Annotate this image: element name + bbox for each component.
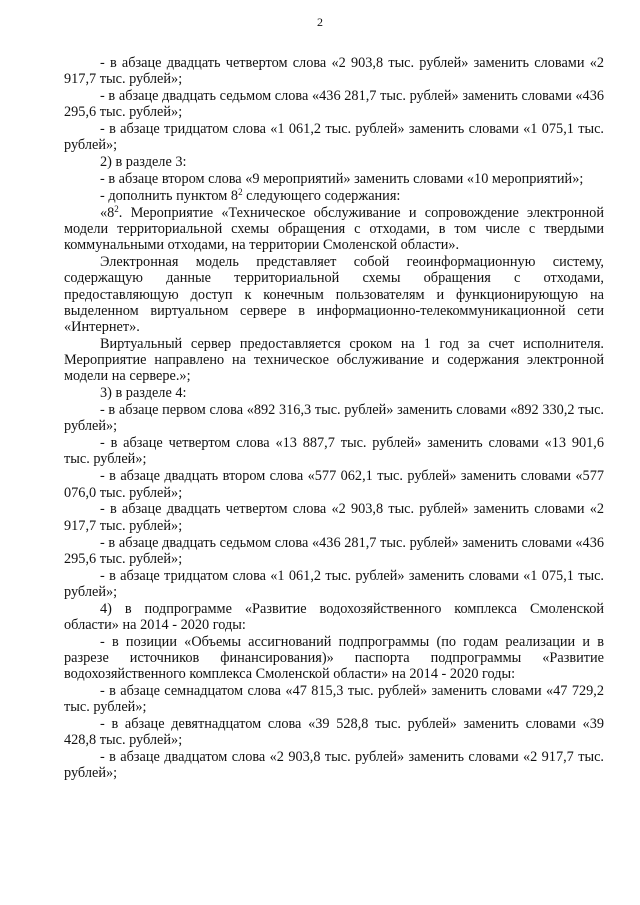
paragraph: Электронная модель представляет собой геоинформационную систему, содержащую данные территориальной схемы обращения с отходами, предоставляющую доступ к конечным пользователям и функционирующую на выделенном виртуальном сервере в информационно-телекоммуникационной сети «Интернет».: [64, 254, 604, 336]
paragraph: - в абзаце первом слова «892 316,3 тыс. рублей» заменить словами «892 330,2 тыс. рублей»;: [64, 402, 604, 435]
paragraph: - в позиции «Объемы ассигнований подпрограммы (по годам реализации и в разрезе источников финансирования)» паспорта подпрограммы «Развитие водохозяйственного комплекса Смоленской области» на 2014 - 2020 годы:: [64, 633, 604, 683]
paragraph: 2) в разделе 3:: [100, 154, 187, 171]
paragraph: - в абзаце двадцать седьмом слова «436 281,7 тыс. рублей» заменить словами «436 295,6 тыс. рублей»;: [64, 88, 604, 121]
paragraph: - в абзаце четвертом слова «13 887,7 тыс. рублей» заменить словами «13 901,6 тыс. рублей»;: [64, 435, 604, 468]
paragraph: - в абзаце двадцать седьмом слова «436 281,7 тыс. рублей» заменить словами «436 295,6 тыс. рублей»;: [64, 534, 604, 567]
paragraph: - в абзаце двадцатом слова «2 903,8 тыс. рублей» заменить словами «2 917,7 тыс. рублей»;: [64, 749, 604, 782]
text-segment: «8: [100, 204, 115, 221]
paragraph: 4) в подпрограмме «Развитие водохозяйственного комплекса Смоленской области» на 2014 - 2020 годы:: [64, 600, 604, 633]
paragraph: Виртуальный сервер предоставляется сроком на 1 год за счет исполнителя. Мероприятие направлено на техническое обслуживание и содержания электронной модели на сервере.»;: [64, 335, 604, 385]
superscript: 2: [238, 187, 243, 198]
paragraph: - в абзаце семнадцатом слова «47 815,3 тыс. рублей» заменить словами «47 729,2 тыс. рублей»;: [64, 683, 604, 716]
paragraph-with-superscript: [64, 205, 604, 254]
paragraph: - в абзаце втором слова «9 мероприятий» заменить словами «10 мероприятий»;: [100, 171, 584, 188]
paragraph: - в абзаце девятнадцатом слова «39 528,8 тыс. рублей» заменить словами «39 428,8 тыс. рублей»;: [64, 716, 604, 749]
text-segment: . Мероприятие «Техническое обслуживание и сопровождение электронной модели территориальной схемы обращения с отходами, в том числе с твердыми коммунальными отходами, на территории Смоленской области».: [64, 204, 604, 254]
paragraph: - в абзаце тридцатом слова «1 061,2 тыс. рублей» заменить словами «1 075,1 тыс. рублей»;: [64, 121, 604, 154]
paragraph: - в абзаце тридцатом слова «1 061,2 тыс. рублей» заменить словами «1 075,1 тыс. рублей»;: [64, 567, 604, 600]
paragraph: - в абзаце двадцать четвертом слова «2 903,8 тыс. рублей» заменить словами «2 917,7 тыс. рублей»;: [64, 501, 604, 534]
page-number: 2: [317, 15, 323, 29]
paragraph-with-superscript: [64, 188, 604, 204]
paragraph: - в абзаце двадцать втором слова «577 062,1 тыс. рублей» заменить словами «577 076,0 тыс. рублей»;: [64, 468, 604, 501]
text-segment: следующего содержания:: [242, 188, 401, 205]
paragraph: 3) в разделе 4:: [100, 385, 187, 402]
paragraph: - в абзаце двадцать четвертом слова «2 903,8 тыс. рублей» заменить словами «2 917,7 тыс. рублей»;: [64, 55, 604, 88]
document-body: [64, 55, 604, 782]
superscript: 2: [114, 203, 119, 214]
text-segment: - дополнить пунктом 8: [100, 188, 239, 205]
